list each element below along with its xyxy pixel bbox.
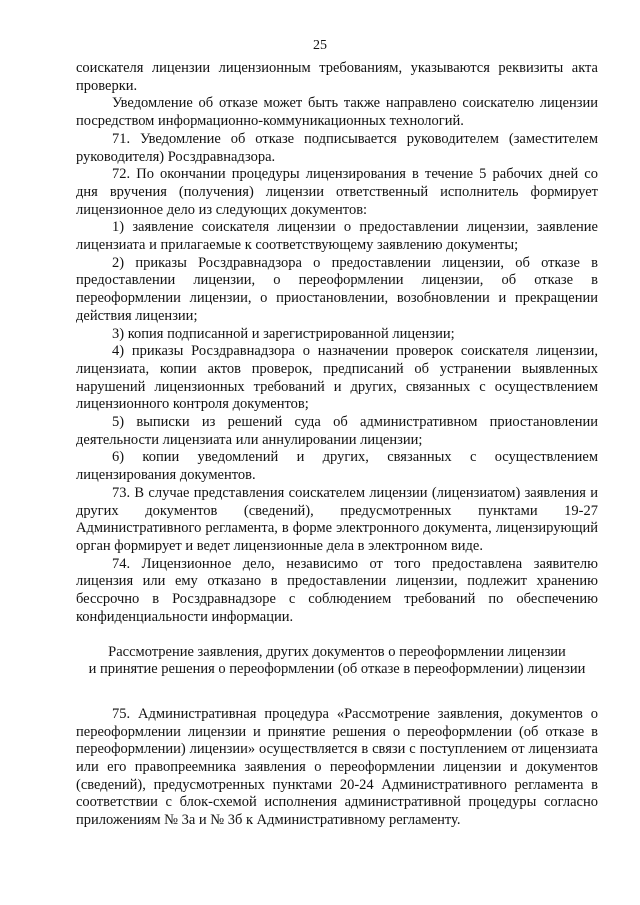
page-number: 25 — [313, 38, 327, 53]
section-heading-line-2: и принятие решения о переоформлении (об отказе в переоформлении) лицензии — [88, 661, 586, 678]
document-body — [76, 60, 598, 830]
list-item-72-5: 5) выписки из решений суда об административном приостановлении деятельности лицензиата или аннулировании лицензии; — [76, 414, 598, 448]
paragraph-notice: Уведомление об отказе может быть также направлено соискателю лицензии посредством информационно-коммуникационных технологий. — [76, 95, 598, 130]
paragraph-74: 74. Лицензионное дело, независимо от того предоставлена заявителю лицензия или ему отказано в предоставлении лицензии, подлежит хранению бессрочно в Росздравнадзоре с соблюдением требований по обеспечению конфиденциальности информации. — [76, 555, 598, 625]
list-item-72-3: 3) копия подписанной и зарегистрированной лицензии; — [112, 325, 455, 342]
paragraph-72: 72. По окончании процедуры лицензирования в течение 5 рабочих дней со дня вручения (получения) лицензии ответственный исполнитель формирует лицензионное дело из следующих документов: — [76, 166, 598, 218]
paragraph-71: 71. Уведомление об отказе подписывается руководителем (заместителем руководителя) Росздравнадзора. — [76, 130, 598, 165]
list-item-72-1: 1) заявление соискателя лицензии о предоставлении лицензии, заявление лицензиата и прилагаемые к соответствующему заявлению документы; — [76, 219, 598, 254]
paragraph-73: 73. В случае представления соискателем лицензии (лицензиатом) заявления и других документов (сведений), предусмотренных пунктами 19-27 Административного регламента, в форме электронного документа, лицензирующий орган формирует и ведет лицензионные дела в электронном виде. — [76, 484, 598, 554]
list-item-72-6: 6) копии уведомлений и других, связанных с осуществлением лицензирования документов. — [76, 449, 598, 484]
paragraph-75: 75. Административная процедура «Рассмотрение заявления, документов о переоформлении лицензии и принятие решения о переоформлении (об отказе в переоформлении) лицензии» осуществляется в связи с поступлением от лицензиата или его правопреемника заявления о переоформлении лицензии и документов (сведений), предусмотренных пунктами 20-24 Административного регламента в соответствии с блок-схемой исполнения административной процедуры согласно приложениям № 3а и № 3б к Административному регламенту. — [76, 705, 598, 829]
section-heading — [68, 644, 606, 679]
list-item-72-2: 2) приказы Росздравнадзора о предоставлении лицензии, об отказе в предоставлении лицензии, о переоформлении лицензии, об отказе в переоформлении лицензии, о приостановлении, возобновлении и прекращении действия лицензии; — [76, 254, 598, 324]
paragraph-continuation: соискателя лицензии лицензионным требованиям, указываются реквизиты акта проверки. — [76, 60, 598, 94]
section-heading-line-1: Рассмотрение заявления, других документов о переоформлении лицензии — [108, 643, 566, 660]
list-item-72-4: 4) приказы Росздравнадзора о назначении проверок соискателя лицензии, лицензиата, копии актов проверок, предписаний об устранении выявленных нарушений лицензионных требований и других, связанных с осуществлением лицензионного контроля документов; — [76, 343, 598, 413]
